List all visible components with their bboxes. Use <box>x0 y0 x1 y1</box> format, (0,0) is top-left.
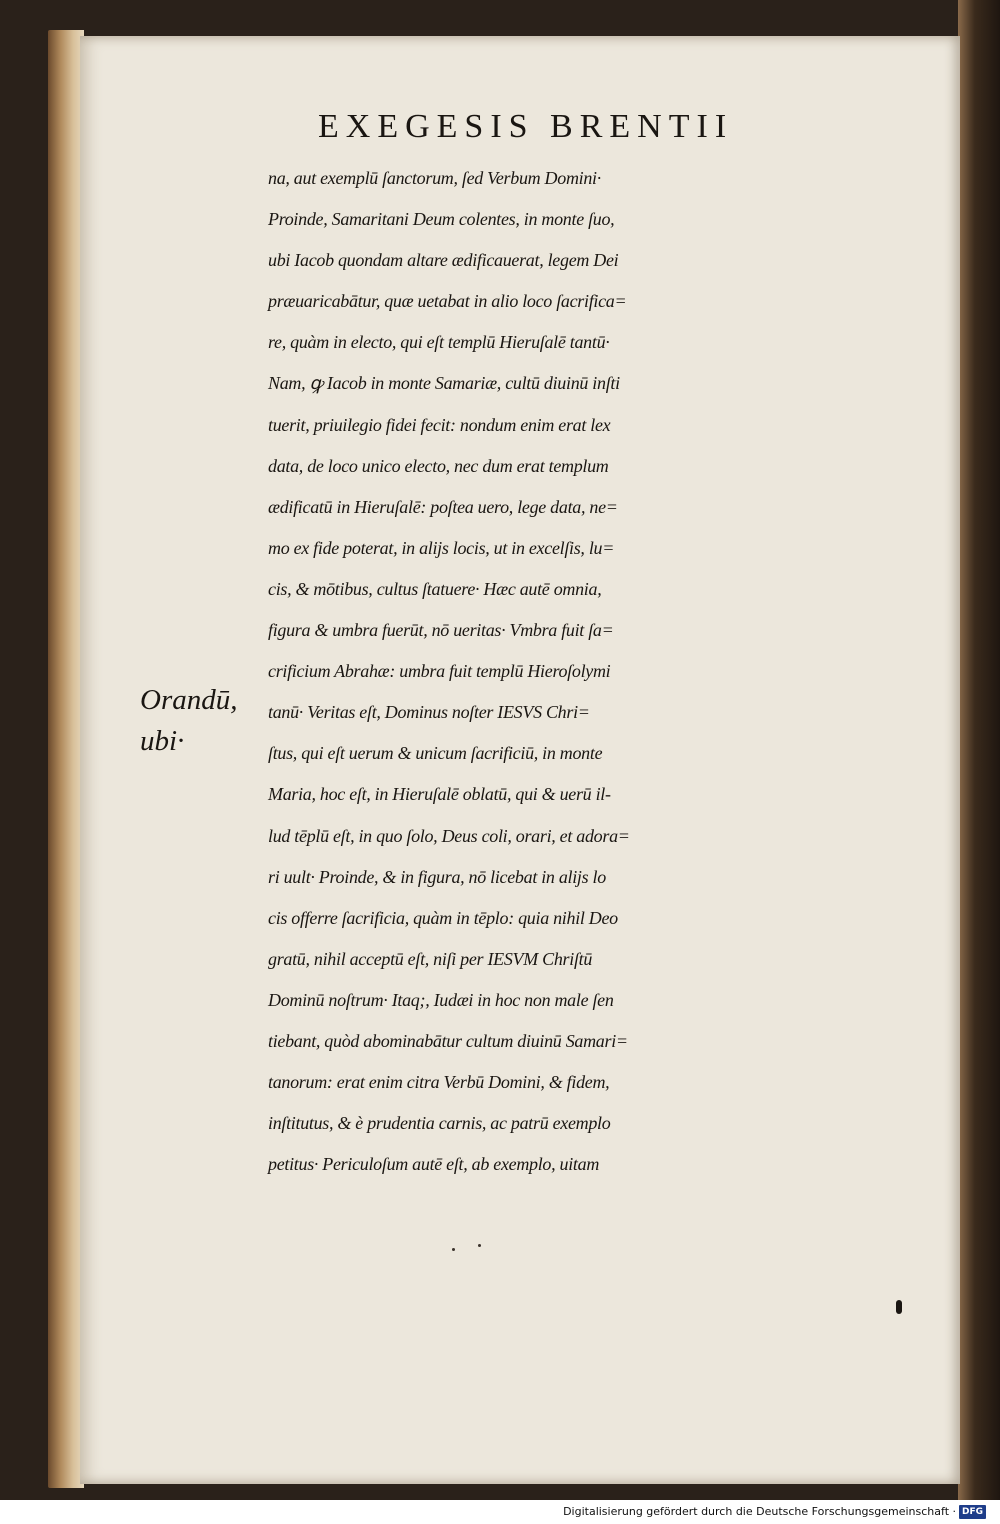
text-line: mo ex fide poterat, in alijs locis, ut in excelſis, lu= <box>268 537 615 558</box>
text-line: crificium Abrahæ: umbra fuit templū Hieroſolymi <box>268 661 611 682</box>
body-text <box>268 158 888 1185</box>
text-line: præuaricabātur, quæ uetabat in alio loco ſacrifica= <box>268 291 627 312</box>
text-line: lud tēplū eſt, in quo ſolo, Deus coli, orari, et adora= <box>268 825 630 846</box>
text-line: na, aut exemplū ſanctorum, ſed Verbum Domini· <box>268 168 601 188</box>
text-line: Maria, hoc eſt, in Hieruſalē oblatū, qui & uerū il- <box>268 784 611 805</box>
text-line: re, quàm in electo, qui eſt templū Hieruſalē tantū· <box>268 332 610 353</box>
ink-speck <box>478 1244 481 1247</box>
text-line: tiebant, quòd abominabātur cultum diuinū Samari= <box>268 1030 628 1051</box>
dfg-logo: DFG <box>959 1505 986 1519</box>
text-line: ubi Iacob quondam altare ædificauerat, legem Dei <box>268 250 619 271</box>
text-line: figura & umbra fuerūt, nō ueritas· Vmbra fuit ſa= <box>268 620 614 641</box>
marginal-note-line: ubi· <box>140 725 185 757</box>
text-line: cis, & mōtibus, cultus ſtatuere· Hæc autē omnia, <box>268 578 602 599</box>
ink-speck <box>452 1248 455 1251</box>
ink-mark <box>896 1300 902 1314</box>
text-line: tanorum: erat enim citra Verbū Domini, & fidem, <box>268 1072 610 1093</box>
text-line: Nam, ꝙ Iacob in monte Samariæ, cultū diuinū inſti <box>268 373 620 394</box>
text-line: tanū· Veritas eſt, Dominus noſter IESVS Chri= <box>268 702 590 723</box>
text-line: tuerit, priuilegio fidei fecit: nondum enim erat lex <box>268 414 611 435</box>
text-line: ædificatū in Hieruſalē: poſtea uero, lege data, ne= <box>268 496 618 517</box>
text-line: inſtitutus, & è prudentia carnis, ac patrū exemplo <box>268 1113 611 1134</box>
text-line: ſtus, qui eſt uerum & unicum ſacrificiū, in monte <box>268 743 603 764</box>
text-line: ri uult· Proinde, & in figura, nō licebat in alijs lo <box>268 866 606 887</box>
marginal-note-line: Orandū, <box>140 684 238 716</box>
text-line: Dominū noſtrum· Itaq;, Iudæi in hoc non male ſen <box>268 989 614 1010</box>
marginal-note <box>140 680 265 762</box>
book-cover-edge <box>958 0 1000 1500</box>
text-line: cis offerre ſacrificia, quàm in tēplo: quia nihil Deo <box>268 907 618 928</box>
text-line: data, de loco unico electo, nec dum erat templum <box>268 455 609 476</box>
text-line: petitus· Periculoſum autē eſt, ab exemplo, uitam <box>268 1154 600 1175</box>
text-line: gratū, nihil acceptū eſt, niſi per IESVM Chriſtū <box>268 948 593 969</box>
digitization-credit: Digitalisierung gefördert durch die Deutsche Forschungsgemeinschaft · <box>563 1505 956 1518</box>
book-page-edges <box>48 30 84 1488</box>
text-line: Proinde, Samaritani Deum colentes, in monte ſuo, <box>268 209 615 230</box>
running-head: EXEGESIS BRENTII <box>318 108 734 145</box>
